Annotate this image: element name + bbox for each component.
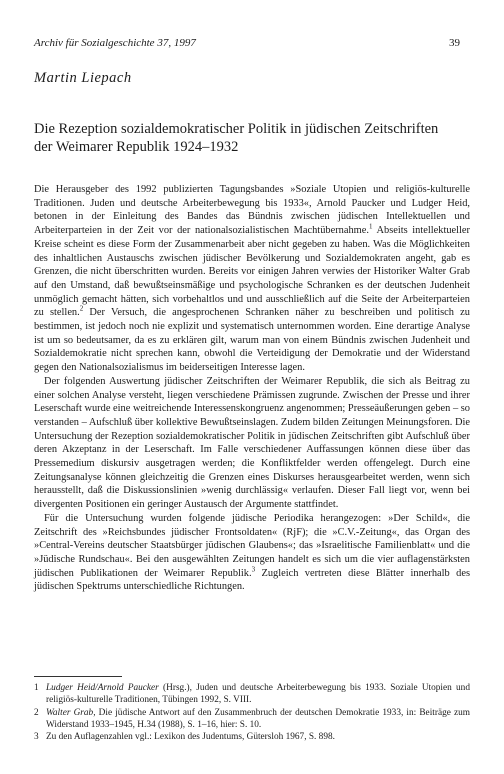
footnote-ref: 2 (79, 304, 84, 313)
footnote-ref: 1 (368, 222, 373, 231)
footnote-body: Die jüdische Antwort auf den Zusammenbruch der deutschen Demokratie 1933, in: Beiträge zum Widerstand 1933–1945, H.34 (1988), S. 1–16, hier: S. 10. (46, 707, 470, 730)
footnote-number: 2 (34, 707, 39, 718)
paragraph-text: Die Herausgeber des 1992 publizierten Tagungsbandes »Soziale Utopien und religiös-kulturelle Traditionen. Juden und deutsche Arbeiterbewegung bis 1933«, Arnold Paucker und Ludger Heid, betonen in der Einleitung des Bandes das Bündnis zwischen jüdischen Intellektuellen und Arbeiterparteien in der Zeit vor der nationalsozialistischen Machtübernahme. (34, 184, 470, 237)
running-head: Archiv für Sozialgeschichte 37, 1997 (34, 37, 196, 49)
paragraph (34, 512, 470, 594)
paragraph (34, 375, 470, 512)
footnote (34, 707, 470, 732)
footnote-body: (Hrsg.), Juden und deutsche Arbeiterbewegung bis 1933. Soziale Utopien und religiös-kulturelle Traditionen, Tübingen 1992, S. VIII. (46, 683, 470, 706)
title-line: Die Rezeption sozialdemokratischer Politik in jüdischen Zeitschriften (34, 121, 439, 137)
footnote-number: 1 (34, 683, 39, 693)
footnote (34, 682, 470, 707)
paragraph-text: Für die Untersuchung wurden folgende jüdische Periodika herangezogen: »Der Schild«, die Zeitschrift des »Reichsbundes jüdischer Frontsoldaten« (RjF); die »C.V.-Zeitung«, das Organ des »Central-Vereins deutscher Staatsbürger jüdischen Glaubens«; das »Israelitische Familienblatt« und die »Jüdische Rundschau«. Bei den ausgewählten Zeitungen handelt es sich um die vier auflagenstärksten jüdischen Publikationen der Weimarer Republik. (34, 512, 470, 579)
page-number: 39 (449, 37, 460, 49)
footnote-number: 3 (34, 732, 39, 743)
article-title (34, 120, 474, 156)
body-text (34, 183, 470, 594)
footnote-text (46, 707, 470, 732)
article-author: Martin Liepach (34, 70, 132, 86)
paragraph-text: Zugleich vertreten diese Blätter innerhalb des jüdischen Spektrums unterschiedliche Richtungen. (34, 567, 470, 593)
footnote-author: Ludger Heid/Arnold Paucker (46, 683, 159, 693)
footnote-author: Walter Grab, (46, 707, 96, 718)
paragraph (34, 183, 470, 375)
paragraph-text: Der Versuch, die angesprochenen Schranken näher zu beschreiben und politisch zu bestimmen, ist jedoch noch nie explizit und systematisch unternommen worden. Eine derartige Analyse ist um so bedeutsamer, da es zu erklären gilt, warum man von einem Bündnis zwischen Judenheit und Sozialdemokratie nicht sprechen kann, obwohl die Verteidigung der Demokratie und der Widerstand gegen den Nationalsozialismus im beiderseitigen Interesse lagen. (34, 307, 470, 374)
footnote-text (46, 731, 470, 743)
footnote-body: Zu den Auflagenzahlen vgl.: Lexikon des Judentums, Gütersloh 1967, S. 898. (46, 732, 335, 743)
paragraph-text: Der folgenden Auswertung jüdischer Zeitschriften der Weimarer Republik, die sich als Beitrag zu einer solchen Analyse versteht, liegen verschiedene Prämissen zugrunde. Zwischen der Presse und ihrer Leserschaft wurde eine weitreichende Interessenskongruenz angenommen; Presseäußerungen geben – so verstanden – Aufschluß über kollektive Bewußtseinslagen. Zudem bilden Zeitungen Meinungsforen. Die Untersuchung der Rezeption sozialdemokratischer Politik in jüdischen Zeitschriften gibt Aufschluß über deren Akzeptanz in der Leserschaft. Im Falle verschiedener Auffassungen können diese über das Pressemedium diskursiv ausgetragen werden; die Konfliktfelder werden offengelegt. Durch eine Zeitungsanalyse können gleichzeitig die Grenzen eines Diskurses herausgearbeitet werden, wenn sich herausstellt, daß die Diskussionslinien »wenig durchlässig« verlaufen. Dieser Fall liegt vor, wenn bei divergenten Positionen ein geringer Austausch der Argumente stattfindet. (34, 375, 470, 511)
footnote-text (46, 682, 470, 707)
footnote (34, 731, 470, 743)
paragraph-text: Abseits intellektueller Kreise scheint es diese Form der Zusammenarbeit aber nicht gegeben zu haben. Was die Möglichkeiten des inhaltlichen Austauschs zwischen jüdischer Bevölkerung und Sozialdemokraten angeht, gab es Grenzen, die nicht überschritten wurden. Bereits vor einigen Jahren verwies der Historiker Walter Grab auf den Umstand, daß bewußtseinsmäßige und psychologische Schranken es der deutschen Judenheit unmöglich gemacht hätten, sich vorbehaltlos und und ausschließlich auf die Seite der Arbeiterparteien zu stellen. (34, 225, 470, 319)
footnote-divider (34, 676, 122, 677)
title-line: der Weimarer Republik 1924–1932 (34, 139, 239, 155)
footnote-ref: 3 (251, 565, 256, 574)
footnotes (34, 682, 470, 743)
